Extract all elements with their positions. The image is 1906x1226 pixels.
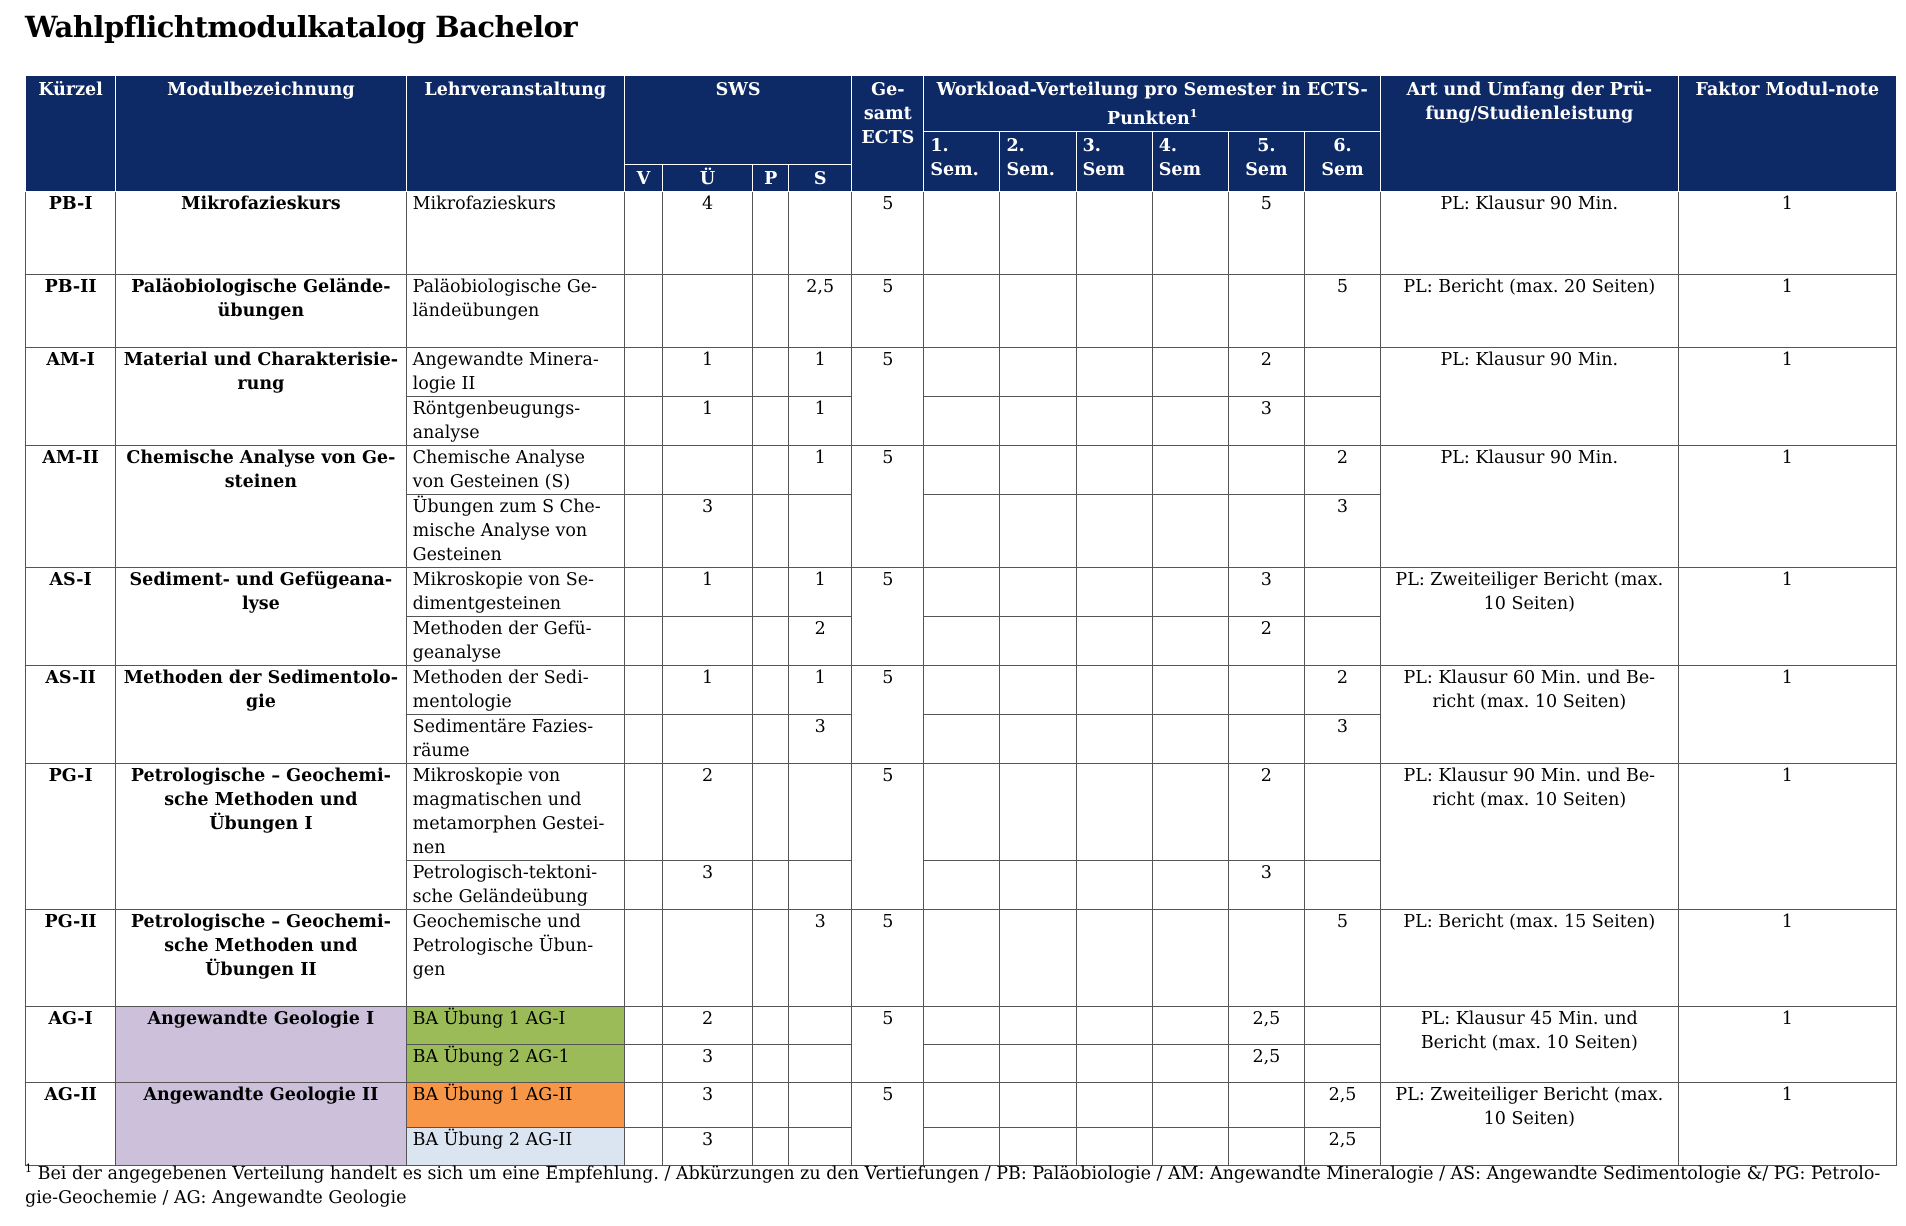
sws-v <box>624 445 662 494</box>
semester-2-ects <box>1000 567 1076 616</box>
semester-1-ects <box>924 665 1000 714</box>
header-sws-p: P <box>753 164 789 191</box>
module-name: Angewandte Geologie I <box>116 1006 406 1082</box>
sws-s: 1 <box>789 665 852 714</box>
sws-u: 2 <box>662 1006 752 1044</box>
semester-1-ects <box>924 714 1000 763</box>
semester-2-ects <box>1000 616 1076 665</box>
module-pruefung: PL: Klausur 90 Min. <box>1381 445 1678 567</box>
semester-3-ects <box>1076 1006 1152 1044</box>
semester-3-ects <box>1076 445 1152 494</box>
semester-4-ects <box>1152 1006 1228 1044</box>
semester-2-ects <box>1000 494 1076 567</box>
course-name: BA Übung 1 AG-I <box>406 1006 624 1044</box>
sws-u: 2 <box>662 763 752 860</box>
sws-v <box>624 396 662 445</box>
semester-5-ects <box>1228 665 1304 714</box>
sws-p <box>753 616 789 665</box>
sws-u: 3 <box>662 1044 752 1082</box>
module-name: Mikrofazieskurs <box>116 191 406 274</box>
semester-5-ects: 2 <box>1228 763 1304 860</box>
semester-4-ects <box>1152 665 1228 714</box>
header-sws-s: S <box>789 164 852 191</box>
semester-3-ects <box>1076 274 1152 347</box>
semester-5-ects <box>1228 1082 1304 1127</box>
sws-p <box>753 494 789 567</box>
header-sws-u: Ü <box>662 164 752 191</box>
module-faktor: 1 <box>1678 274 1896 347</box>
semester-2-ects <box>1000 860 1076 909</box>
semester-4-ects <box>1152 191 1228 274</box>
sws-s <box>789 860 852 909</box>
semester-2-ects <box>1000 191 1076 274</box>
module-pruefung: PL: Klausur 45 Min. und Bericht (max. 10 Seiten) <box>1381 1006 1678 1082</box>
semester-5-ects: 3 <box>1228 567 1304 616</box>
semester-4-ects <box>1152 860 1228 909</box>
module-code: PG-I <box>26 763 116 909</box>
semester-1-ects <box>924 909 1000 1006</box>
semester-1-ects <box>924 616 1000 665</box>
module-code: PB-II <box>26 274 116 347</box>
module-ects: 5 <box>852 347 924 445</box>
module-ects: 5 <box>852 665 924 763</box>
semester-2-ects <box>1000 763 1076 860</box>
semester-5-ects: 5 <box>1228 191 1304 274</box>
sws-s: 3 <box>789 714 852 763</box>
module-code: AM-II <box>26 445 116 567</box>
table-row <box>26 567 1897 616</box>
sws-p <box>753 1082 789 1127</box>
sws-v <box>624 494 662 567</box>
sws-p <box>753 567 789 616</box>
semester-1-ects <box>924 445 1000 494</box>
semester-6-ects <box>1304 347 1380 396</box>
sws-v <box>624 1006 662 1044</box>
semester-2-ects <box>1000 347 1076 396</box>
module-pruefung: PL: Klausur 90 Min. <box>1381 191 1678 274</box>
semester-3-ects <box>1076 1044 1152 1082</box>
semester-5-ects <box>1228 494 1304 567</box>
sws-u <box>662 445 752 494</box>
module-faktor: 1 <box>1678 191 1896 274</box>
sws-p <box>753 396 789 445</box>
semester-6-ects <box>1304 191 1380 274</box>
semester-6-ects: 2 <box>1304 445 1380 494</box>
sws-s: 1 <box>789 445 852 494</box>
semester-3-ects <box>1076 616 1152 665</box>
course-name: Petrologisch-tektoni-sche Geländeübung <box>406 860 624 909</box>
table-row <box>26 1082 1897 1127</box>
module-pruefung: PL: Zweiteiliger Bericht (max. 10 Seiten) <box>1381 567 1678 665</box>
semester-4-ects <box>1152 616 1228 665</box>
module-code: AM-I <box>26 347 116 445</box>
header-gesamt-ects: Ge-samt ECTS <box>852 76 924 192</box>
module-catalog-table <box>25 75 1897 1166</box>
semester-4-ects <box>1152 1082 1228 1127</box>
course-name: Mikrofazieskurs <box>406 191 624 274</box>
semester-5-ects <box>1228 714 1304 763</box>
course-name: Geochemische und Petrologische Übun-gen <box>406 909 624 1006</box>
course-name: BA Übung 2 AG-II <box>406 1127 624 1165</box>
sws-u: 3 <box>662 860 752 909</box>
course-name: Chemische Analyse von Gesteinen (S) <box>406 445 624 494</box>
module-pruefung: PL: Klausur 90 Min. <box>1381 347 1678 445</box>
module-name: Petrologische – Geochemi-sche Methoden und Übungen II <box>116 909 406 1006</box>
table-row <box>26 445 1897 494</box>
semester-4-ects <box>1152 763 1228 860</box>
course-name: Übungen zum S Che-mische Analyse von Gesteinen <box>406 494 624 567</box>
module-name: Angewandte Geologie II <box>116 1082 406 1165</box>
header-faktor: Faktor Modul-note <box>1678 76 1896 192</box>
sws-s: 1 <box>789 347 852 396</box>
semester-4-ects <box>1152 494 1228 567</box>
footnote: $^1$ Bei der angegebenen Verteilung handelt es sich um eine Empfehlung. / Abkürzungen zu den Vertiefungen / PB: Paläobiologie / AM: Angewandte Mineralogie / AS: Angewandte Sedimentologie &/ PG: Petrolo-gie-Geochemie / AG: Angewandte Geologie <box>25 1162 1881 1208</box>
sws-u: 3 <box>662 1127 752 1165</box>
module-pruefung: PL: Bericht (max. 20 Seiten) <box>1381 274 1678 347</box>
semester-6-ects: 5 <box>1304 274 1380 347</box>
table-row <box>26 665 1897 714</box>
header-sem3: 3. Sem <box>1076 131 1152 191</box>
semester-3-ects <box>1076 714 1152 763</box>
semester-1-ects <box>924 1044 1000 1082</box>
semester-1-ects <box>924 860 1000 909</box>
sws-u: 1 <box>662 347 752 396</box>
sws-s <box>789 1044 852 1082</box>
sws-s <box>789 1082 852 1127</box>
course-name: Paläobiologische Ge-ländeübungen <box>406 274 624 347</box>
module-ects: 5 <box>852 1006 924 1082</box>
semester-1-ects <box>924 1082 1000 1127</box>
module-name: Methoden der Sedimentolo-gie <box>116 665 406 763</box>
course-name: Mikroskopie von Se-dimentgesteinen <box>406 567 624 616</box>
module-ects: 5 <box>852 274 924 347</box>
module-pruefung: PL: Zweiteiliger Bericht (max. 10 Seiten) <box>1381 1082 1678 1165</box>
table-row <box>26 1006 1897 1044</box>
semester-2-ects <box>1000 445 1076 494</box>
sws-u: 1 <box>662 567 752 616</box>
table-row <box>26 191 1897 274</box>
semester-1-ects <box>924 763 1000 860</box>
module-pruefung: PL: Bericht (max. 15 Seiten) <box>1381 909 1678 1006</box>
header-sws: SWS <box>624 76 851 165</box>
module-ects: 5 <box>852 445 924 567</box>
semester-3-ects <box>1076 567 1152 616</box>
module-faktor: 1 <box>1678 1082 1896 1165</box>
page-title: Wahlpflichtmodulkatalog Bachelor <box>25 10 578 44</box>
course-name: Mikroskopie von magmatischen und metamorphen Gestei-nen <box>406 763 624 860</box>
sws-v <box>624 714 662 763</box>
module-faktor: 1 <box>1678 909 1896 1006</box>
sws-p <box>753 1044 789 1082</box>
course-name: BA Übung 2 AG-1 <box>406 1044 624 1082</box>
course-name: BA Übung 1 AG-II <box>406 1082 624 1127</box>
semester-3-ects <box>1076 347 1152 396</box>
sws-s: 1 <box>789 396 852 445</box>
course-name: Angewandte Minera-logie II <box>406 347 624 396</box>
sws-p <box>753 860 789 909</box>
semester-6-ects <box>1304 763 1380 860</box>
semester-2-ects <box>1000 1044 1076 1082</box>
sws-u: 1 <box>662 396 752 445</box>
sws-p <box>753 909 789 1006</box>
semester-5-ects: 2,5 <box>1228 1044 1304 1082</box>
module-code: PG-II <box>26 909 116 1006</box>
sws-v <box>624 567 662 616</box>
table-row <box>26 909 1897 1006</box>
semester-5-ects: 2 <box>1228 347 1304 396</box>
semester-3-ects <box>1076 860 1152 909</box>
module-ects: 5 <box>852 1082 924 1165</box>
sws-s: 2 <box>789 616 852 665</box>
sws-p <box>753 191 789 274</box>
sws-s <box>789 191 852 274</box>
module-ects: 5 <box>852 567 924 665</box>
semester-4-ects <box>1152 714 1228 763</box>
module-name: Petrologische – Geochemi-sche Methoden und Übungen I <box>116 763 406 909</box>
module-name: Chemische Analyse von Ge-steinen <box>116 445 406 567</box>
semester-3-ects <box>1076 909 1152 1006</box>
semester-5-ects: 3 <box>1228 860 1304 909</box>
semester-5-ects <box>1228 909 1304 1006</box>
module-ects: 5 <box>852 763 924 909</box>
semester-3-ects <box>1076 763 1152 860</box>
sws-v <box>624 191 662 274</box>
semester-5-ects <box>1228 445 1304 494</box>
sws-v <box>624 860 662 909</box>
course-name: Sedimentäre Fazies-räume <box>406 714 624 763</box>
sws-v <box>624 616 662 665</box>
semester-2-ects <box>1000 714 1076 763</box>
sws-u: 3 <box>662 494 752 567</box>
sws-s: 2,5 <box>789 274 852 347</box>
semester-2-ects <box>1000 1006 1076 1044</box>
semester-6-ects: 2,5 <box>1304 1082 1380 1127</box>
header-sem2: 2. Sem. <box>1000 131 1076 191</box>
module-faktor: 1 <box>1678 763 1896 909</box>
sws-u <box>662 909 752 1006</box>
sws-u: 3 <box>662 1082 752 1127</box>
module-faktor: 1 <box>1678 1006 1896 1082</box>
module-pruefung: PL: Klausur 90 Min. und Be-richt (max. 10 Seiten) <box>1381 763 1678 909</box>
semester-3-ects <box>1076 396 1152 445</box>
semester-4-ects <box>1152 445 1228 494</box>
semester-1-ects <box>924 347 1000 396</box>
module-name: Paläobiologische Gelände-übungen <box>116 274 406 347</box>
semester-4-ects <box>1152 347 1228 396</box>
semester-5-ects <box>1228 274 1304 347</box>
semester-6-ects <box>1304 567 1380 616</box>
semester-1-ects <box>924 191 1000 274</box>
header-sws-v: V <box>624 164 662 191</box>
semester-1-ects <box>924 567 1000 616</box>
semester-6-ects <box>1304 1006 1380 1044</box>
sws-s <box>789 1006 852 1044</box>
semester-3-ects <box>1076 665 1152 714</box>
sws-p <box>753 665 789 714</box>
module-faktor: 1 <box>1678 665 1896 763</box>
semester-6-ects: 5 <box>1304 909 1380 1006</box>
sws-s <box>789 763 852 860</box>
sws-v <box>624 665 662 714</box>
semester-1-ects <box>924 1006 1000 1044</box>
sws-v <box>624 1044 662 1082</box>
header-lehrveranstaltung: Lehrveranstaltung <box>406 76 624 192</box>
module-code: AS-I <box>26 567 116 665</box>
sws-p <box>753 347 789 396</box>
semester-4-ects <box>1152 567 1228 616</box>
header-sem1: 1. Sem. <box>924 131 1000 191</box>
module-faktor: 1 <box>1678 567 1896 665</box>
semester-6-ects: 3 <box>1304 714 1380 763</box>
semester-4-ects <box>1152 274 1228 347</box>
semester-5-ects: 2,5 <box>1228 1006 1304 1044</box>
module-code: AS-II <box>26 665 116 763</box>
course-name: Röntgenbeugungs-analyse <box>406 396 624 445</box>
module-faktor: 1 <box>1678 445 1896 567</box>
semester-5-ects: 2 <box>1228 616 1304 665</box>
semester-6-ects <box>1304 616 1380 665</box>
sws-p <box>753 1006 789 1044</box>
semester-6-ects: 2,5 <box>1304 1127 1380 1165</box>
semester-4-ects <box>1152 909 1228 1006</box>
sws-v <box>624 347 662 396</box>
sws-p <box>753 274 789 347</box>
module-code: AG-II <box>26 1082 116 1165</box>
sws-u <box>662 714 752 763</box>
sws-v <box>624 763 662 860</box>
sws-u: 1 <box>662 665 752 714</box>
sws-v <box>624 909 662 1006</box>
semester-1-ects <box>924 494 1000 567</box>
sws-p <box>753 763 789 860</box>
semester-6-ects <box>1304 396 1380 445</box>
module-name: Sediment- und Gefügeana-lyse <box>116 567 406 665</box>
semester-6-ects: 2 <box>1304 665 1380 714</box>
header-pruefung: Art und Umfang der Prü-fung/Studienleistung <box>1381 76 1678 192</box>
semester-3-ects <box>1076 494 1152 567</box>
sws-s: 3 <box>789 909 852 1006</box>
header-workload: Workload-Verteilung pro Semester in ECTS-Punkten$^1$ <box>924 76 1381 132</box>
header-kuerzel: Kürzel <box>26 76 116 192</box>
semester-4-ects <box>1152 396 1228 445</box>
table-row <box>26 347 1897 396</box>
semester-3-ects <box>1076 1082 1152 1127</box>
semester-1-ects <box>924 274 1000 347</box>
semester-6-ects <box>1304 860 1380 909</box>
sws-s: 1 <box>789 567 852 616</box>
semester-4-ects <box>1152 1044 1228 1082</box>
header-sem5: 5. Sem <box>1228 131 1304 191</box>
sws-p <box>753 445 789 494</box>
sws-v <box>624 1082 662 1127</box>
module-faktor: 1 <box>1678 347 1896 445</box>
module-ects: 5 <box>852 909 924 1006</box>
sws-v <box>624 274 662 347</box>
semester-1-ects <box>924 396 1000 445</box>
semester-5-ects: 3 <box>1228 396 1304 445</box>
semester-2-ects <box>1000 396 1076 445</box>
semester-2-ects <box>1000 665 1076 714</box>
module-pruefung: PL: Klausur 60 Min. und Be-richt (max. 10 Seiten) <box>1381 665 1678 763</box>
module-ects: 5 <box>852 191 924 274</box>
table-row <box>26 274 1897 347</box>
semester-2-ects <box>1000 274 1076 347</box>
semester-2-ects <box>1000 1082 1076 1127</box>
sws-u: 4 <box>662 191 752 274</box>
header-sem4: 4. Sem <box>1152 131 1228 191</box>
table-row <box>26 763 1897 860</box>
header-modulbezeichnung: Modulbezeichnung <box>116 76 406 192</box>
semester-6-ects <box>1304 1044 1380 1082</box>
sws-u <box>662 616 752 665</box>
course-name: Methoden der Sedi-mentologie <box>406 665 624 714</box>
header-sem6: 6. Sem <box>1304 131 1380 191</box>
sws-p <box>753 714 789 763</box>
sws-u <box>662 274 752 347</box>
sws-s <box>789 494 852 567</box>
semester-2-ects <box>1000 909 1076 1006</box>
course-name: Methoden der Gefü-geanalyse <box>406 616 624 665</box>
module-code: PB-I <box>26 191 116 274</box>
module-code: AG-I <box>26 1006 116 1082</box>
semester-6-ects: 3 <box>1304 494 1380 567</box>
module-name: Material und Charakterisie-rung <box>116 347 406 445</box>
semester-3-ects <box>1076 191 1152 274</box>
